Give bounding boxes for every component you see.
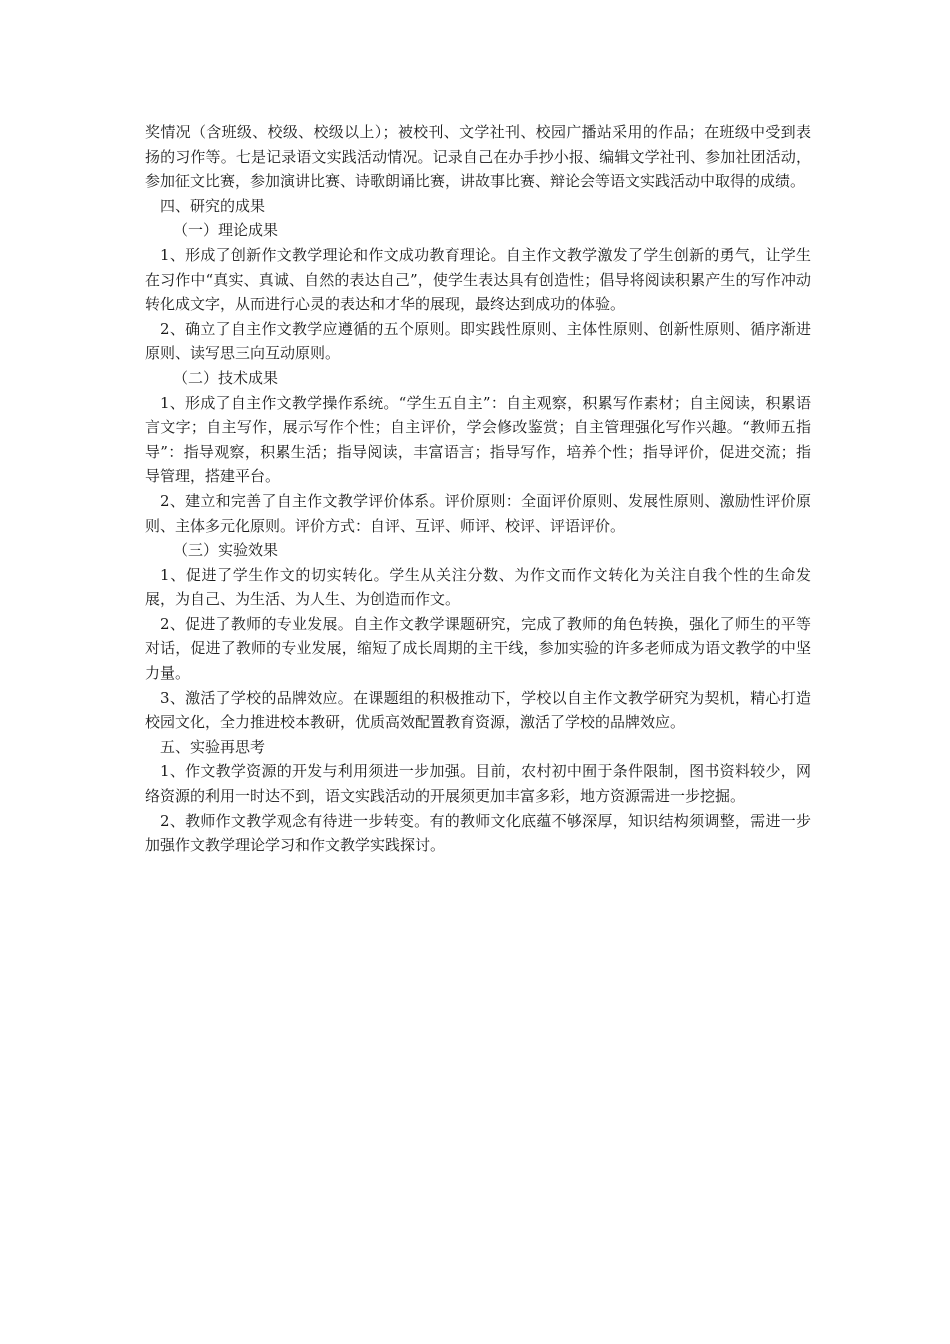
paragraph-technical-1: 1、形成了自主作文教学操作系统。“学生五自主”：自主观察，积累写作素材；自主阅读，积累语言文字；自主写作，展示写作个性；自主评价，学会修改鉴赏；自主管理强化写作兴趣。“教师五指导”：指导观察，积累生活；指导阅读，丰富语言；指导写作，培养个性；指导评价，促进交流；指导管理，搭建平台。 xyxy=(145,393,811,486)
subsection-heading-technical-results: （二）技术成果 xyxy=(173,368,279,387)
subsection-heading-experiment-effects: （三）实验效果 xyxy=(173,541,279,560)
paragraph-effects-1: 1、促进了学生作文的切实转化。学生从关注分数、为作文而作文转化为关注自我个性的生命发展，为自己、为生活、为人生、为创造而作文。 xyxy=(145,565,811,609)
paragraph-theory-2: 2、确立了自主作文教学应遵循的五个原则。即实践性原则、主体性原则、创新性原则、循序渐进原则、读写思三向互动原则。 xyxy=(145,319,811,363)
section-heading-research-results: 四、研究的成果 xyxy=(160,196,266,215)
section-heading-rethinking: 五、实验再思考 xyxy=(160,737,266,756)
paragraph-rethinking-1: 1、作文教学资源的开发与利用须进一步加强。目前，农村初中囿于条件限制，图书资料较少，网络资源的利用一时达不到，语文实践活动的开展须更加丰富多彩，地方资源需进一步挖掘。 xyxy=(145,762,811,806)
paragraph-theory-1: 1、形成了创新作文教学理论和作文成功教育理论。自主作文教学激发了学生创新的勇气，让学生在习作中“真实、真诚、自然的表达自己”，使学生表达具有创造性；倡导将阅读积累产生的写作冲动转化成文字，从而进行心灵的表达和才华的展现，最终达到成功的体验。 xyxy=(145,245,811,314)
paragraph-rethinking-2: 2、教师作文教学观念有待进一步转变。有的教师文化底蕴不够深厚，知识结构须调整，需进一步加强作文教学理论学习和作文教学实践探讨。 xyxy=(145,811,811,855)
paragraph-awards-continued: 奖情况（含班级、校级、校级以上）；被校刊、文学社刊、校园广播站采用的作品；在班级中受到表扬的习作等。七是记录语文实践活动情况。记录自己在办手抄小报、编辑文学社刊、参加社团活动，参加征文比赛，参加演讲比赛、诗歌朗诵比赛，讲故事比赛、辩论会等语文实践活动中取得的成绩。 xyxy=(145,123,811,191)
document-body xyxy=(145,120,811,858)
subsection-heading-theory-results: （一）理论成果 xyxy=(173,221,279,240)
paragraph-effects-2: 2、促进了教师的专业发展。自主作文教学课题研究，完成了教师的角色转换，强化了师生的平等对话，促进了教师的专业发展，缩短了成长周期的主干线，参加实验的许多老师成为语文教学的中坚力量。 xyxy=(145,614,811,683)
paragraph-effects-3: 3、激活了学校的品牌效应。在课题组的积极推动下，学校以自主作文教学研究为契机，精心打造校园文化，全力推进校本教研，优质高效配置教育资源，激活了学校的品牌效应。 xyxy=(145,688,811,732)
paragraph-technical-2: 2、建立和完善了自主作文教学评价体系。评价原则：全面评价原则、发展性原则、激励性评价原则、主体多元化原则。评价方式：自评、互评、师评、校评、评语评价。 xyxy=(145,491,811,535)
